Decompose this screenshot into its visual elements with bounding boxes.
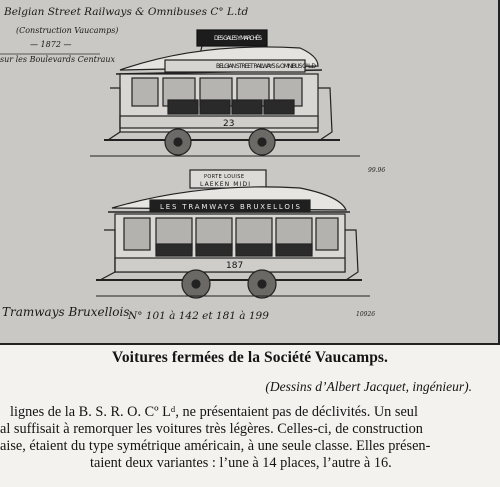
route-note: sur les Boulevards Centraux: [0, 55, 116, 64]
body-paragraph: [0, 404, 498, 472]
tram-car-bottom: [96, 170, 370, 298]
bottom-car-side-sign: LES TRAMWAYS BRUXELLOIS: [160, 203, 300, 211]
body-line-2: al suffisait à remorquer les voitures très légères. Celles-ci, de construction: [0, 421, 423, 437]
builder-note: (Construction Vaucamps): [16, 26, 119, 35]
bottom-car-number: 187: [226, 261, 244, 271]
figure-caption-title: Voitures fermées de la Société Vaucamps.: [111, 349, 389, 366]
body-line-4: taient deux variantes : l’une à 14 places, l’autre à 16.: [90, 455, 392, 471]
bottom-car-roof-sign-2: LAEKEN MIDI: [200, 181, 250, 188]
plate-header: Belgian Street Railways & Omnibuses C° L.td: [4, 6, 249, 18]
tram-car-top: [90, 30, 360, 156]
top-car-number: 23: [223, 119, 235, 129]
body-line-3: aise, étaient du type symétrique américain, à une seule classe. Elles présen-: [0, 438, 431, 454]
figure-caption-credit: (Dessins d’Albert Jacquet, ingénieur).: [265, 379, 472, 394]
bottom-drawing-ref: 10926: [356, 311, 376, 318]
plate-footer-left: Tramways Bruxellois: [2, 305, 130, 319]
top-car-roof-sign: DES GALES Y MARCHÉS: [214, 35, 262, 42]
top-car-side-sign: BELGIAN STREET RAILWAYS & OMNIBUS C° L.D: [216, 63, 316, 70]
plate-year: — 1872 —: [30, 40, 72, 49]
plate-footer-numbers: N° 101 à 142 et 181 à 199: [128, 310, 269, 322]
body-line-1: lignes de la B. S. R. O. Cº Lᵈ, ne présentaient pas de déclivités. Un seul: [10, 404, 418, 420]
bottom-car-roof-sign-1: PORTE LOUISE: [204, 174, 244, 180]
top-drawing-ref: 99.96: [368, 167, 386, 174]
